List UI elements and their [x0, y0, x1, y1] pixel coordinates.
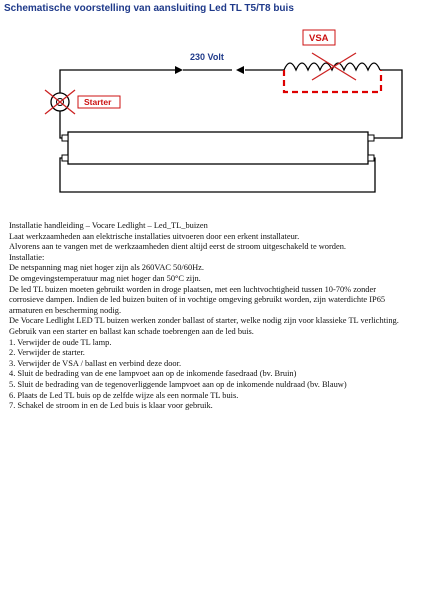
starter-symbol: [45, 90, 75, 114]
step-item: 6. Plaats de Led TL buis op de zelfde wijze als een normale TL buis.: [9, 390, 239, 400]
wire-starter-tube: [60, 111, 68, 138]
step-item: 7. Schakel de stroom in en de Led buis is klaar voor gebruik.: [9, 401, 213, 411]
wiring-diagram: [0, 0, 422, 215]
paragraph-temperature: De omgevingstemperatuur mag niet hoger dan 50°C zijn.: [9, 273, 201, 283]
diagram-title: Schematische voorstelling van aansluiting Led TL T5/T8 buis: [4, 3, 294, 14]
vsa-label-box: [303, 30, 335, 45]
paragraph-installatie: Installatie:: [9, 252, 45, 262]
tube-pin-left-top: [62, 135, 68, 141]
tube-pin-right-top: [368, 135, 374, 141]
paragraph-no-ballast: De Vocare Ledlight LED TL buizen werken zonder ballast of starter, welke nodig zijn voor klassieke TL verlichting. Gebruik van een starter en ballast kan schade toebrengen aan de led buis.: [9, 316, 399, 336]
starter-label: Starter: [84, 97, 112, 107]
tube-pin-right-bottom: [368, 155, 374, 161]
step-item: 2. Verwijder de starter.: [9, 348, 85, 358]
step-item: 5. Sluit de bedrading van de tegenoverliggende lampvoet aan op de inkomende nuldraad (bv. Blauw): [9, 379, 347, 389]
paragraph-installer: Laat werkzaamheden aan elektrische installaties uitvoeren door een erkent installateur.: [9, 231, 300, 241]
paragraph-humidity: De led TL buizen moeten gebruikt worden in droge plaatsen, met een luchtvochtigheid tussen 10-70% zonder corrosieve dampen. Indien de led buizen buiten of in vochtige omgeving gebruikt worden, zijn waterdichte IP65 armaturen en bescherming nodig.: [9, 284, 386, 315]
wire-vsa-tube: [368, 70, 402, 138]
steps-list: [9, 338, 409, 412]
paragraph-voltage: De netspanning mag niet hoger zijn als 260VAC 50/60Hz.: [9, 263, 204, 273]
bypass-dashed-line: [284, 70, 381, 92]
voltage-label: 230 Volt: [190, 52, 224, 62]
wire-top-left: [60, 70, 175, 93]
arrow-left: [175, 66, 232, 74]
starter-label-box: [78, 96, 120, 108]
tube-pin-left-bottom: [62, 155, 68, 161]
step-item: 4. Sluit de bedrading van de ene lampvoet aan op de inkomende fasedraad (bv. Bruin): [9, 369, 297, 379]
installation-instructions: [9, 221, 409, 412]
vsa-symbol: [284, 53, 380, 80]
paragraph-power-off: Alvorens aan te vangen met de werkzaamheden dient altijd eerst de stroom uitgeschakeld te worden.: [9, 242, 346, 252]
instructions-heading: Installatie handleiding – Vocare Ledlight – Led_TL_buizen: [9, 221, 208, 230]
step-item: 3. Verwijder de VSA / ballast en verbind deze door.: [9, 358, 182, 368]
vsa-label: VSA: [309, 33, 329, 44]
tl-tube: [62, 132, 374, 164]
step-item: 1. Verwijder de oude TL lamp.: [9, 337, 112, 347]
arrow-right: [236, 66, 244, 74]
wiring: [60, 70, 402, 192]
